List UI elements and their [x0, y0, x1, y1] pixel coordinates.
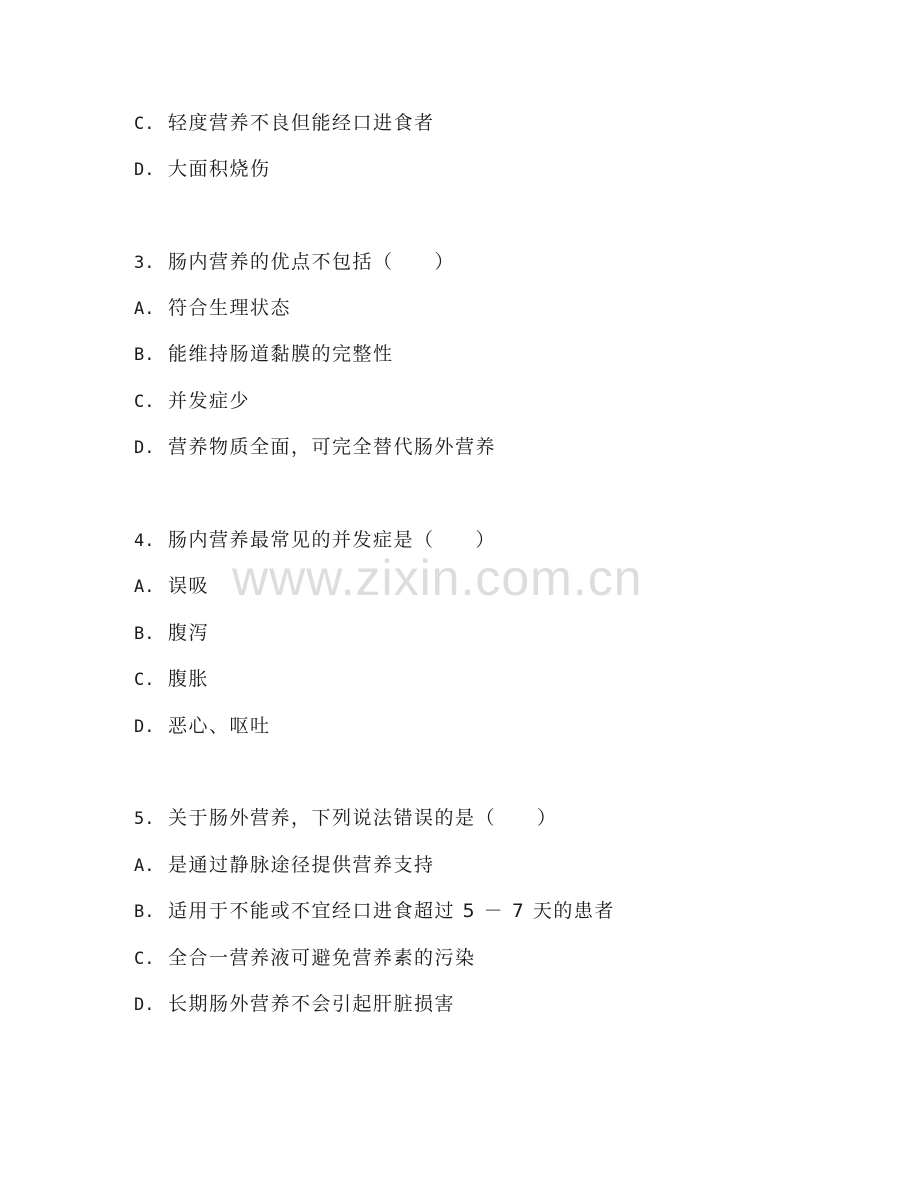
option-text: 并发症少: [168, 390, 251, 412]
option-c-q4: [134, 664, 209, 694]
question-text: 关于肠外营养，下列说法错误的是（ ）: [168, 807, 558, 829]
option-text: 腹胀: [168, 668, 210, 690]
option-text: 误吸: [168, 575, 210, 597]
option-text: 全合一营养液可避免营养素的污染: [168, 947, 476, 969]
option-text: 是通过静脉途径提供营养支持: [168, 854, 435, 876]
option-letter: D.: [134, 160, 155, 180]
option-letter: D.: [134, 995, 155, 1015]
option-letter: C.: [134, 670, 155, 690]
option-d-q4: [134, 711, 271, 741]
option-c-q3: [134, 386, 250, 416]
option-text: 适用于不能或不宜经口进食超过 5 － 7 天的患者: [168, 900, 615, 922]
watermark-text: www.zixin.com.cn: [232, 550, 643, 606]
option-d-q2: [134, 154, 271, 184]
option-letter: C.: [134, 114, 155, 134]
option-a-q4: [134, 571, 209, 601]
question-number: 3.: [134, 253, 155, 273]
option-text: 长期肠外营养不会引起肝脏损害: [168, 993, 456, 1015]
option-letter: D.: [134, 717, 155, 737]
option-text: 轻度营养不良但能经口进食者: [168, 112, 435, 134]
option-text: 营养物质全面，可完全替代肠外营养: [168, 436, 497, 458]
option-text: 符合生理状态: [168, 297, 292, 319]
option-b-q5: [134, 896, 615, 926]
option-letter: A.: [134, 577, 155, 597]
option-b-q4: [134, 618, 209, 648]
option-a-q3: [134, 293, 291, 323]
question-number: 4.: [134, 531, 155, 551]
option-letter: B.: [134, 624, 155, 644]
option-letter: A.: [134, 299, 155, 319]
option-text: 腹泻: [168, 622, 210, 644]
option-letter: B.: [134, 902, 155, 922]
question-3: [134, 247, 455, 277]
option-text: 恶心、呕吐: [168, 715, 271, 737]
option-d-q5: [134, 989, 455, 1019]
option-a-q5: [134, 850, 435, 880]
question-5: [134, 803, 558, 833]
option-text: 大面积烧伤: [168, 158, 271, 180]
question-text: 肠内营养最常见的并发症是（ ）: [168, 529, 497, 551]
question-text: 肠内营养的优点不包括（ ）: [168, 251, 456, 273]
question-number: 5.: [134, 809, 155, 829]
option-b-q3: [134, 339, 394, 369]
option-letter: C.: [134, 392, 155, 412]
option-c-q2: [134, 108, 435, 138]
option-c-q5: [134, 943, 476, 973]
option-text: 能维持肠道黏膜的完整性: [168, 343, 394, 365]
option-letter: A.: [134, 856, 155, 876]
option-d-q3: [134, 432, 496, 462]
option-letter: C.: [134, 949, 155, 969]
option-letter: D.: [134, 438, 155, 458]
option-letter: B.: [134, 345, 155, 365]
